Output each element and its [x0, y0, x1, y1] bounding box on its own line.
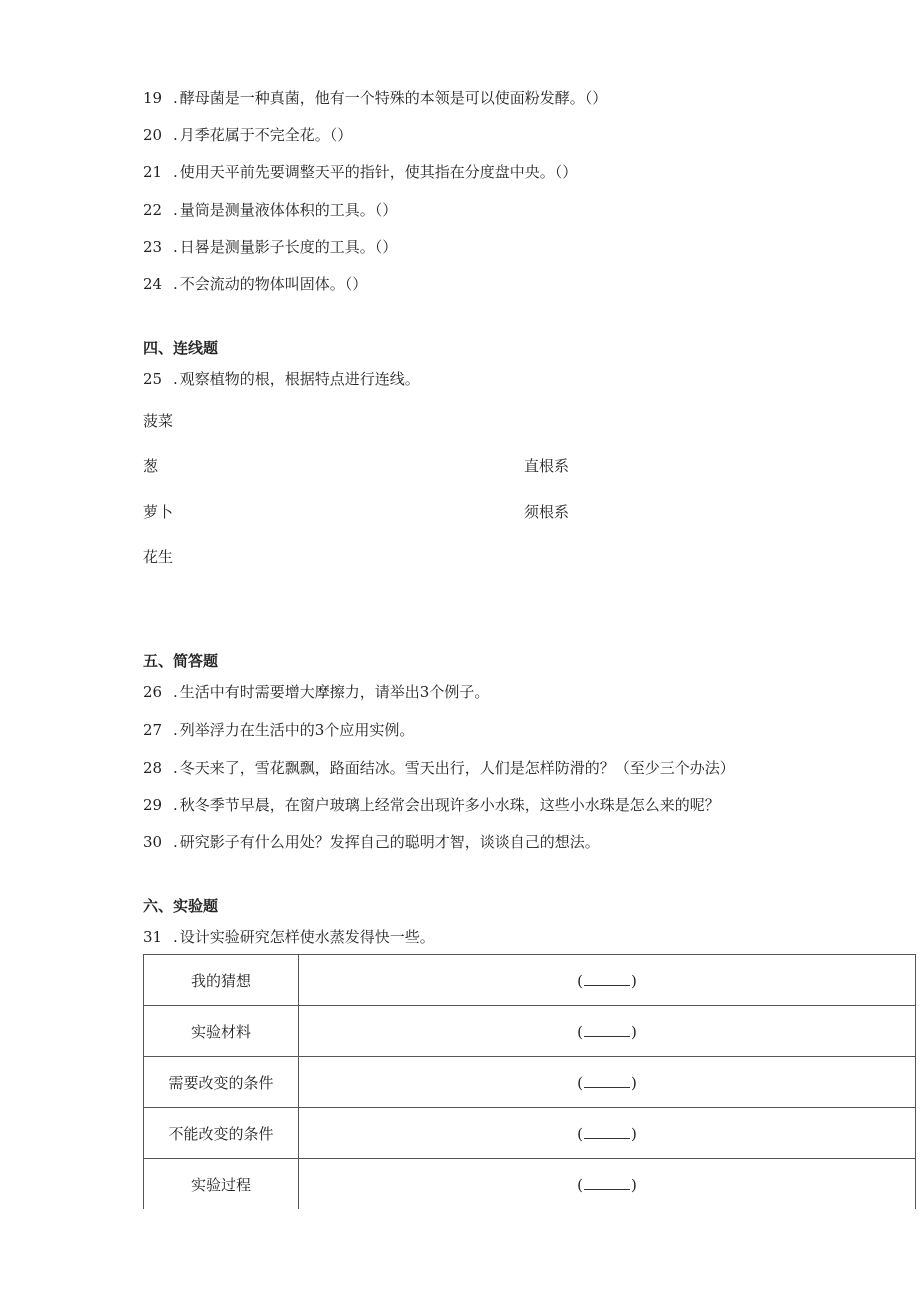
- paren-open: (: [577, 971, 583, 990]
- answer-blank[interactable]: [584, 1073, 630, 1088]
- question-29: 29 . 秋冬季节早晨，在窗户玻璃上经常会出现许多小水珠，这些小水珠是怎么来的呢？: [143, 796, 720, 814]
- question-text: 列举浮力在生活中的3个应用实例。: [179, 721, 415, 739]
- question-21: 21 . 使用天平前先要调整天平的指针，使其指在分度盘中央。（）: [143, 163, 578, 181]
- question-24: 24 . 不会流动的物体叫固体。（）: [143, 275, 368, 293]
- question-text: 不会流动的物体叫固体。（）: [179, 275, 368, 293]
- question-number: 28: [143, 759, 163, 777]
- question-number: 26: [143, 683, 163, 701]
- question-text: 月季花属于不完全花。（）: [179, 126, 353, 144]
- row-label: 需要改变的条件: [144, 1057, 299, 1108]
- question-text: 秋冬季节早晨，在窗户玻璃上经常会出现许多小水珠，这些小水珠是怎么来的呢？: [179, 796, 720, 814]
- answer-cell[interactable]: [299, 1108, 916, 1159]
- section-heading-experiment: 六、实验题: [143, 897, 219, 915]
- question-text: 日晷是测量影子长度的工具。（）: [179, 238, 398, 256]
- paren-close: ): [631, 971, 637, 990]
- question-19: 19 . 酵母菌是一种真菌，他有一个特殊的本领是可以使面粉发酵。（）: [143, 89, 608, 107]
- plant-item: 菠菜: [143, 412, 174, 430]
- question-text: 使用天平前先要调整天平的指针，使其指在分度盘中央。（）: [179, 163, 578, 181]
- section-heading-matching: 四、连线题: [143, 339, 219, 357]
- paren-open: (: [577, 1175, 583, 1194]
- paren-close: ): [631, 1073, 637, 1092]
- question-number: 21: [143, 163, 163, 181]
- question-number: 30: [143, 833, 163, 851]
- question-28: 28 . 冬天来了，雪花飘飘，路面结冰。雪天出行，人们是怎样防滑的？（至少三个办法）: [143, 759, 735, 777]
- answer-blank[interactable]: [584, 1124, 630, 1139]
- question-number: 31: [143, 928, 163, 946]
- paren-open: (: [577, 1124, 583, 1143]
- paren-open: (: [577, 1073, 583, 1092]
- answer-cell[interactable]: [299, 955, 916, 1006]
- row-label: 实验材料: [144, 1006, 299, 1057]
- question-number: 20: [143, 126, 163, 144]
- answer-cell[interactable]: [299, 1006, 916, 1057]
- question-number: 24: [143, 275, 163, 293]
- question-22: 22 . 量筒是测量液体体积的工具。（）: [143, 201, 398, 219]
- answer-blank[interactable]: [584, 971, 630, 986]
- table-row: [144, 1159, 916, 1210]
- table-row: [144, 1108, 916, 1159]
- question-text: 研究影子有什么用处？发挥自己的聪明才智，谈谈自己的想法。: [179, 833, 600, 851]
- plant-item: 萝卜: [143, 503, 174, 521]
- root-type-item: 直根系: [524, 457, 570, 475]
- table-row: [144, 955, 916, 1006]
- question-number: 23: [143, 238, 163, 256]
- question-text: 生活中有时需要增大摩擦力，请举出3个例子。: [179, 683, 490, 701]
- root-type-item: 须根系: [524, 503, 570, 521]
- question-text: 观察植物的根，根据特点进行连线。: [179, 370, 420, 388]
- answer-cell[interactable]: [299, 1057, 916, 1108]
- question-number: 27: [143, 721, 163, 739]
- row-label: 不能改变的条件: [144, 1108, 299, 1159]
- row-label: 我的猜想: [144, 955, 299, 1006]
- question-31: 31 . 设计实验研究怎样使水蒸发得快一些。: [143, 928, 435, 946]
- paren-close: ): [631, 1022, 637, 1041]
- answer-blank[interactable]: [584, 1022, 630, 1037]
- section-heading-short-answer: 五、简答题: [143, 652, 219, 670]
- question-text: 酵母菌是一种真菌，他有一个特殊的本领是可以使面粉发酵。（）: [179, 89, 608, 107]
- table-row: [144, 1006, 916, 1057]
- question-number: 25: [143, 370, 163, 388]
- plant-item: 葱: [143, 457, 159, 475]
- table-row: [144, 1057, 916, 1108]
- answer-cell[interactable]: [299, 1159, 916, 1210]
- paren-open: (: [577, 1022, 583, 1041]
- paren-close: ): [631, 1175, 637, 1194]
- paren-close: ): [631, 1124, 637, 1143]
- question-text: 量筒是测量液体体积的工具。（）: [179, 201, 398, 219]
- answer-blank[interactable]: [584, 1175, 630, 1190]
- plant-item: 花生: [143, 548, 174, 566]
- experiment-table: [143, 954, 916, 1209]
- row-label: 实验过程: [144, 1159, 299, 1210]
- question-27: 27 . 列举浮力在生活中的3个应用实例。: [143, 721, 415, 739]
- question-number: 19: [143, 89, 163, 107]
- question-text: 设计实验研究怎样使水蒸发得快一些。: [179, 928, 435, 946]
- question-26: 26 . 生活中有时需要增大摩擦力，请举出3个例子。: [143, 683, 490, 701]
- question-30: 30 . 研究影子有什么用处？发挥自己的聪明才智，谈谈自己的想法。: [143, 833, 600, 851]
- question-text: 冬天来了，雪花飘飘，路面结冰。雪天出行，人们是怎样防滑的？（至少三个办法）: [179, 759, 735, 777]
- question-20: 20 . 月季花属于不完全花。（）: [143, 126, 353, 144]
- question-23: 23 . 日晷是测量影子长度的工具。（）: [143, 238, 398, 256]
- question-number: 29: [143, 796, 163, 814]
- question-25: 25 . 观察植物的根，根据特点进行连线。: [143, 370, 420, 388]
- question-number: 22: [143, 201, 163, 219]
